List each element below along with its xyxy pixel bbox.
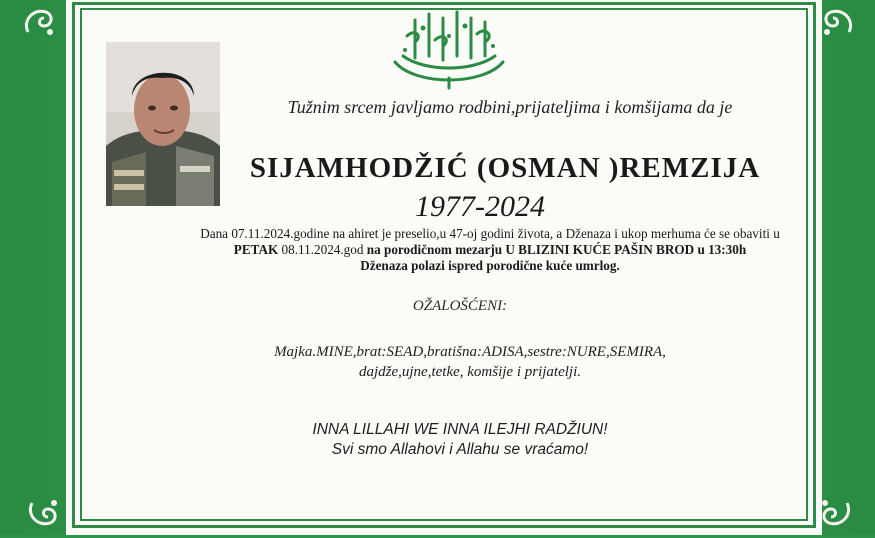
mourners-line-2: dajdže,ujne,tetke, komšije i prijatelji. bbox=[358, 364, 582, 380]
prayer-line-2: Svi smo Allahovi i Allahu se vraćamo! bbox=[331, 441, 589, 458]
prayer-line-1: INNA LILLAHI WE INNA ILEJHI RADŽIUN! bbox=[312, 421, 608, 438]
funeral-date: 08.11.2024.god bbox=[278, 242, 367, 257]
ornament-corner-icon bbox=[20, 2, 60, 42]
ornament-corner-icon bbox=[24, 493, 64, 533]
details-line-3: Dženaza polazi ispred porodične kuće umrlog. bbox=[360, 258, 620, 273]
funeral-place-time: na porodičnom mezarju U BLIZINI KUĆE PAŠIN BROD u 13:30h bbox=[366, 242, 747, 257]
deceased-name: SIJAMHODŽIĆ (OSMAN )REMZIJA bbox=[249, 152, 761, 184]
details-line-1: Dana 07.11.2024.godine na ahiret je preselio,u 47-oj godini života, a Dženaza i ukop merhuma će se obaviti u bbox=[200, 226, 780, 241]
mourners-line-1: Majka.MINE,brat:SEAD,bratišna:ADISA,sestre:NURE,SEMIRA, bbox=[274, 344, 666, 360]
life-years: 1977-2024 bbox=[415, 190, 545, 223]
prayer-text bbox=[220, 420, 700, 460]
deceased-portrait-photo bbox=[106, 42, 220, 206]
mourners-title: OŽALOŠĆENI: bbox=[412, 298, 508, 314]
ornament-corner-icon bbox=[817, 2, 857, 42]
details-line-2 bbox=[150, 242, 830, 258]
mourners-list bbox=[200, 342, 740, 382]
intro-text: Tužnim srcem javljamo rodbini,prijateljima i komšijama da je bbox=[287, 97, 733, 117]
funeral-day: PETAK bbox=[233, 242, 279, 257]
funeral-details bbox=[150, 226, 830, 274]
arabic-calligraphy-emblem-icon bbox=[385, 6, 513, 90]
